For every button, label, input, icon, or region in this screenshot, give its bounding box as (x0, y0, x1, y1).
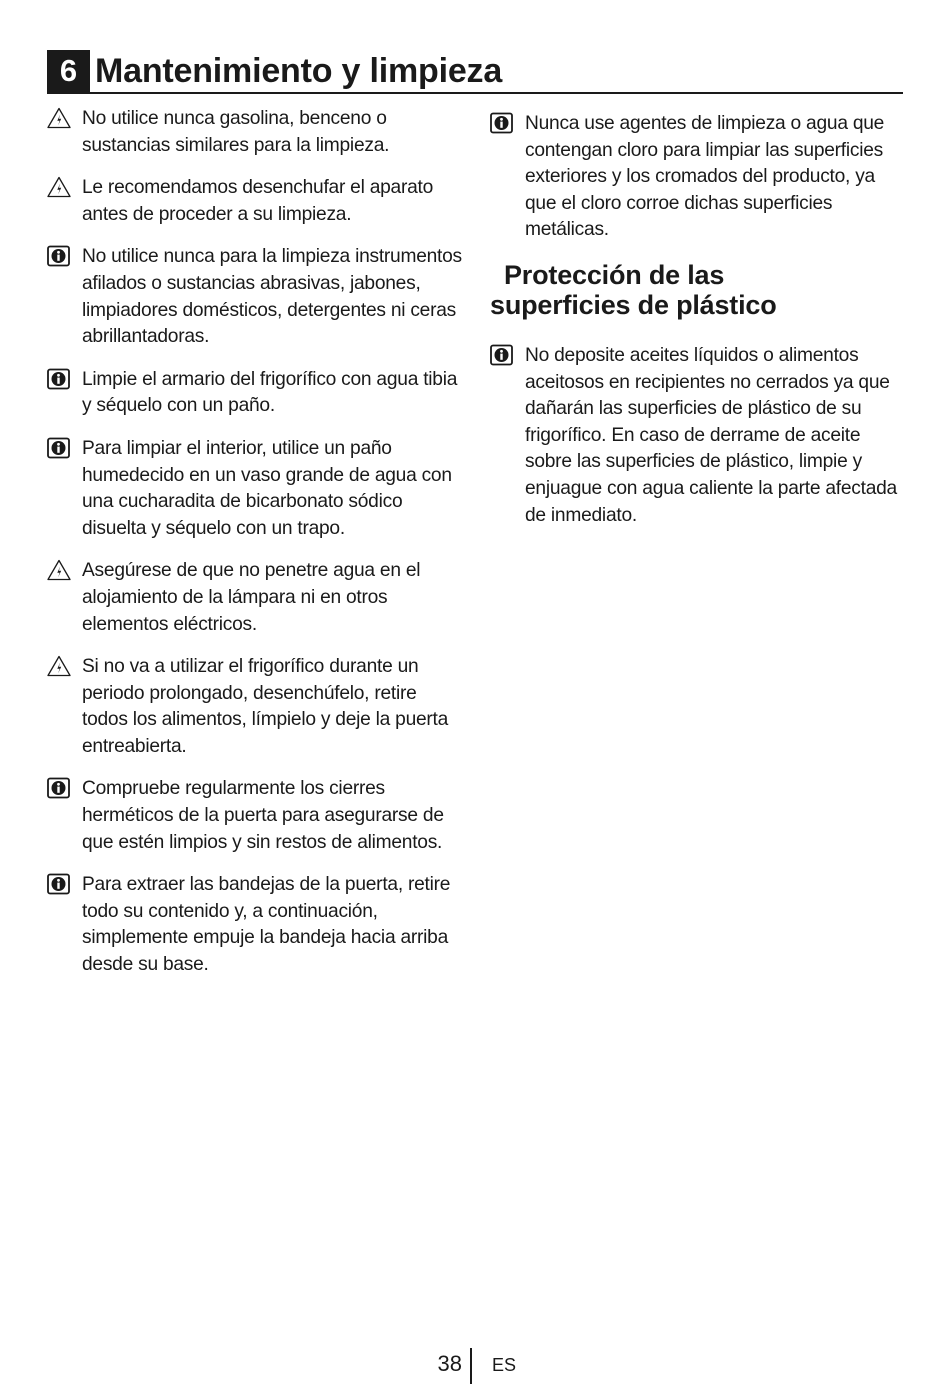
language-code: ES (492, 1355, 517, 1375)
item-text: Nunca use agentes de limpieza o agua que contengan cloro para limpiar las superficies exteriores y los cromados del producto, ya que el cloro corroe dichas superficies metálicas. (525, 113, 885, 241)
info-item (490, 343, 910, 529)
info-item (47, 436, 467, 542)
chapter-header (47, 50, 903, 94)
warning-item (47, 654, 467, 760)
info-icon (490, 112, 514, 134)
info-icon (47, 437, 71, 459)
info-icon (47, 245, 71, 267)
warning-item (47, 558, 467, 638)
info-icon (47, 368, 71, 390)
info-item (47, 367, 467, 420)
info-icon (47, 873, 71, 895)
chapter-title: Mantenimiento y limpieza (95, 52, 503, 90)
warning-icon (47, 176, 71, 198)
item-text: Para limpiar el interior, utilice un paño humedecido en un vaso grande de agua con una cucharadita de bicarbonato sódico disuelta y séquelo con un trapo. (82, 437, 452, 539)
page-footer (0, 1345, 950, 1385)
item-text: No deposite aceites líquidos o alimentos aceitosos en recipientes no cerrados ya que dañarán las superficies de plástico de su frigorífico. En caso de derrame de aceite sobre las superficies de plástico, limpie y enjuague con agua caliente la parte afectada de inmediato. (525, 344, 897, 526)
footer-divider (470, 1348, 472, 1384)
warning-item (47, 106, 467, 159)
info-item (47, 776, 467, 856)
left-column (47, 106, 467, 995)
info-item (47, 872, 467, 978)
warning-icon (47, 559, 71, 581)
item-text: Para extraer las bandejas de la puerta, retire todo su contenido y, a continuación, simplemente empuje la bandeja hacia arriba desde su base. (82, 874, 451, 976)
item-text: Asegúrese de que no penetre agua en el alojamiento de la lámpara ni en otros elementos eléctricos. (82, 560, 421, 635)
info-icon (490, 344, 514, 366)
info-icon (47, 777, 71, 799)
section-heading-line1: Protección de las (504, 259, 725, 290)
item-text: Compruebe regularmente los cierres herméticos de la puerta para asegurarse de que estén limpios y sin restos de alimentos. (82, 778, 444, 853)
warning-icon (47, 107, 71, 129)
item-text: No utilice nunca gasolina, benceno o sustancias similares para la limpieza. (82, 108, 390, 156)
item-text: No utilice nunca para la limpieza instrumentos afilados o sustancias abrasivas, jabones, limpiadores domésticos, detergentes ni ceras abrillantadoras. (82, 246, 462, 348)
warning-item (47, 175, 467, 228)
info-item (47, 244, 467, 350)
info-item (490, 111, 910, 244)
right-column (490, 106, 910, 545)
item-text: Limpie el armario del frigorífico con agua tibia y séquelo con un paño. (82, 368, 458, 417)
section-heading-line2: superficies de plástico (490, 289, 777, 320)
item-text: Le recomendamos desenchufar el aparato antes de proceder a su limpieza. (82, 177, 434, 225)
chapter-number: 6 (47, 50, 90, 92)
section-heading (490, 260, 910, 320)
item-text: Si no va a utilizar el frigorífico durante un periodo prolongado, desenchúfelo, retire todos los alimentos, límpielo y deje la puerta entreabierta. (82, 656, 449, 757)
warning-icon (47, 655, 71, 677)
page-number: 38 (437, 1351, 462, 1376)
